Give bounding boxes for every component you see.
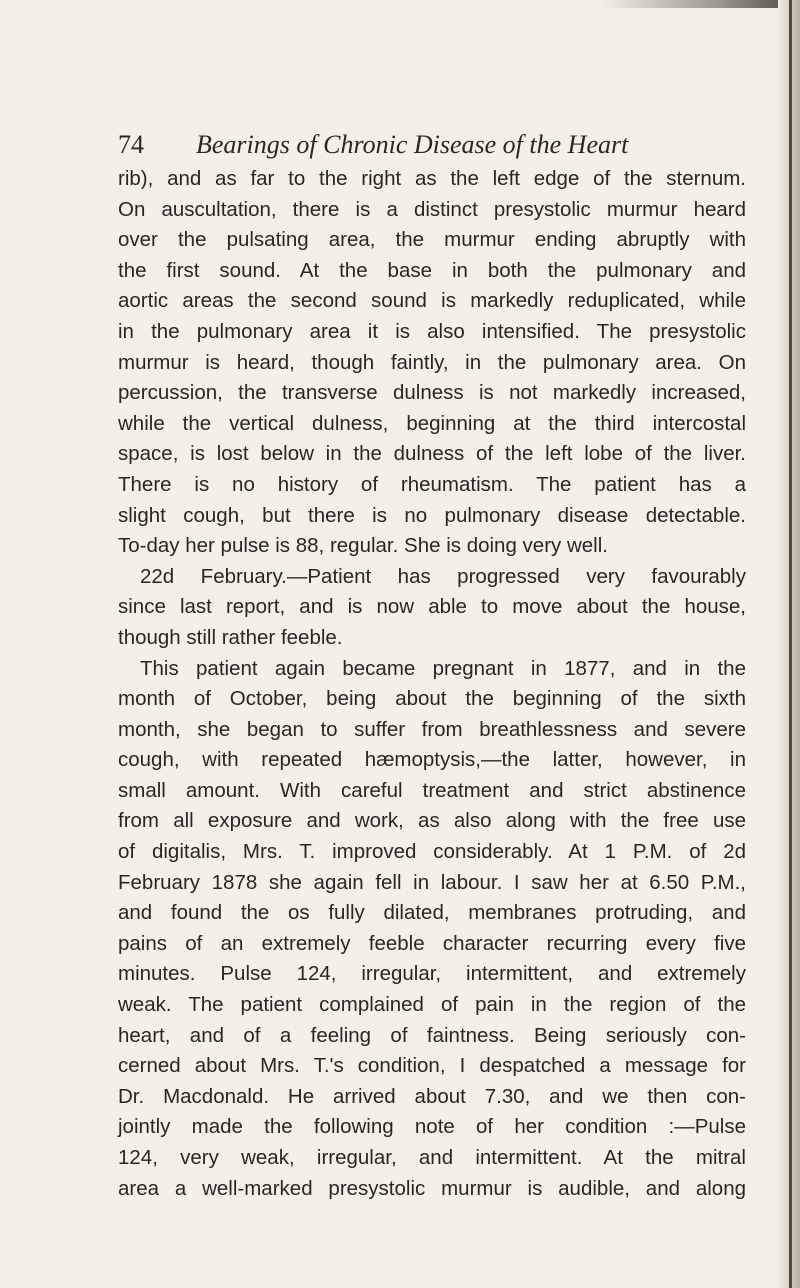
text-line: from all exposure and work, as also along with the free use — [118, 809, 746, 833]
text-line: over the pulsating area, the murmur ending abruptly with — [118, 228, 746, 252]
text-line: 124, very weak, irregular, and intermittent. At the mitral — [118, 1146, 746, 1169]
page-number: 74 — [118, 130, 144, 159]
page-binding-edge — [789, 0, 792, 1288]
text-line: since last report, and is now able to move about the house, — [118, 595, 746, 619]
text-line: space, is lost below in the dulness of the left lobe of the liver. — [118, 442, 746, 466]
text-line: and found the os fully dilated, membranes protruding, and — [118, 901, 746, 925]
text-line: Dr. Macdonald. He arrived about 7.30, and we then con- — [118, 1084, 746, 1108]
text-line: while the vertical dulness, beginning at the third intercostal — [118, 411, 746, 435]
text-line: of digitalis, Mrs. T. improved considerably. At 1 P.M. of 2d — [118, 840, 746, 864]
text-line: rib), and as far to the right as the left edge of the sternum. — [118, 167, 746, 190]
text-line: cerned about Mrs. T.'s condition, I despatched a message for — [118, 1054, 746, 1078]
text-line: area a well-marked presystolic murmur is audible, and along — [118, 1176, 746, 1200]
text-line: slight cough, but there is no pulmonary disease detectable. — [118, 503, 746, 527]
text-line: heart, and of a feeling of faintness. Being seriously con- — [118, 1023, 746, 1047]
text-line: in the pulmonary area it is also intensified. The presystolic — [118, 319, 746, 343]
text-line: 22d February.—Patient has progressed very favourably — [140, 564, 746, 588]
text-line: month of October, being about the beginning of the sixth — [118, 687, 746, 711]
text-line: February 1878 she again fell in labour. I saw her at 6.50 P.M., — [118, 870, 746, 894]
text-line: small amount. With careful treatment and strict abstinence — [118, 778, 746, 802]
text-line: minutes. Pulse 124, irregular, intermittent, and extremely — [118, 962, 746, 986]
running-title: Bearings of Chronic Disease of the Heart — [196, 130, 629, 159]
text-line: jointly made the following note of her condition :—Pulse — [118, 1115, 746, 1139]
page-top-shadow — [600, 0, 800, 8]
page-header — [118, 128, 738, 162]
text-line: aortic areas the second sound is markedly reduplicated, while — [118, 289, 746, 313]
text-line: murmur is heard, though faintly, in the pulmonary area. On — [118, 350, 746, 374]
text-line: This patient again became pregnant in 1877, and in the — [140, 656, 746, 680]
text-line: pains of an extremely feeble character recurring every five — [118, 931, 746, 955]
text-line: On auscultation, there is a distinct presystolic murmur heard — [118, 197, 746, 221]
text-line: weak. The patient complained of pain in the region of the — [118, 993, 746, 1017]
text-line: There is no history of rheumatism. The patient has a — [118, 472, 746, 496]
body-text — [118, 164, 746, 1204]
text-line: cough, with repeated hæmoptysis,—the latter, however, in — [118, 748, 746, 772]
text-line: percussion, the transverse dulness is not markedly increased, — [118, 381, 746, 405]
text-line: though still rather feeble. — [118, 625, 343, 649]
text-line: month, she began to suffer from breathlessness and severe — [118, 717, 746, 741]
text-line: To-day her pulse is 88, regular. She is doing very well. — [118, 534, 608, 558]
text-line: the first sound. At the base in both the pulmonary and — [118, 258, 746, 282]
